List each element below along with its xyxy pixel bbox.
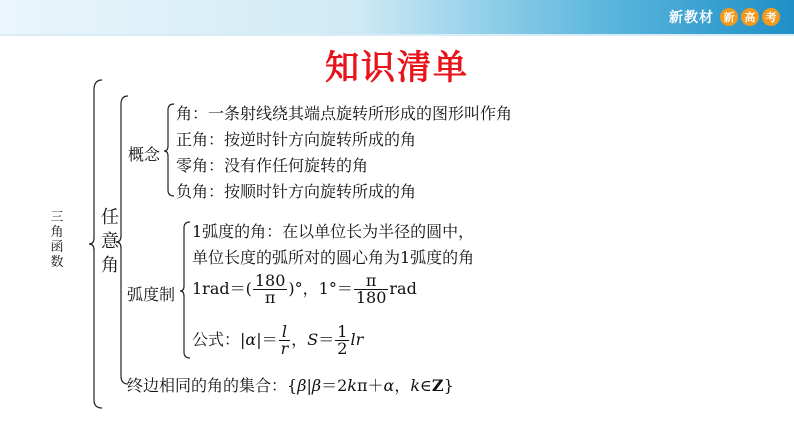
page-title: 知识清单	[325, 48, 469, 88]
any-angle-label	[99, 206, 121, 278]
conv-b-fraction	[354, 273, 389, 306]
conv-a-den: π	[264, 288, 276, 307]
brand-badge-2: 高	[741, 8, 759, 26]
formula-eq: ＝	[318, 330, 335, 349]
brand-badge-3: 考	[762, 8, 780, 26]
coterminal-k1: k	[347, 376, 357, 395]
coterminal-k2: k	[410, 376, 421, 395]
coterminal-alpha: α	[383, 376, 395, 395]
root-label-text: 三角函数	[50, 210, 64, 270]
coterminal-close: }	[443, 376, 454, 395]
radian-conversion	[192, 272, 417, 306]
concept-label: 概念	[128, 145, 161, 164]
conv-b-den: 180	[355, 288, 387, 307]
conv-b-tail: rad	[389, 279, 417, 298]
concept-item-positive: 正角：按逆时针方向旋转所成的角	[176, 130, 417, 149]
formula-l-over-r	[279, 324, 291, 357]
concept-brace	[164, 104, 174, 196]
coterminal-lead: 终边相同的角的集合：{	[127, 376, 298, 395]
formula-alpha: α	[245, 330, 257, 349]
formula-r: r	[280, 339, 289, 358]
conv-a-lead: 1rad＝(	[192, 279, 252, 298]
coterminal-set	[127, 373, 454, 396]
concept-item-negative: 负角：按顺时针方向旋转所成的角	[176, 182, 417, 201]
formula-half-num: 1	[337, 322, 348, 341]
coterminal-comma: ，	[394, 376, 411, 395]
conv-b-num: π	[354, 273, 389, 290]
brand-badge-1: 新	[720, 8, 738, 26]
formula-half	[335, 324, 349, 357]
any-angle-text: 任意角	[101, 207, 119, 276]
formula-lr: lr	[350, 330, 364, 349]
conv-a-tail: )°，	[288, 279, 319, 298]
formula-S: S	[307, 330, 319, 349]
coterminal-Z: Z	[431, 376, 444, 395]
radian-def-line1: 1弧度的角：在以单位长为半径的圆中，	[192, 222, 475, 241]
radian-brace	[180, 222, 190, 358]
radian-def-line2: 单位长度的弧所对的圆心角为1弧度的角	[192, 248, 475, 267]
concept-item-angle: 角：一条射线绕其端点旋转所形成的图形叫作角	[176, 104, 513, 123]
formula-mid: |＝	[256, 330, 278, 349]
concept-item-zero: 零角：没有作任何旋转的角	[176, 156, 369, 175]
coterminal-beta1: β	[297, 376, 307, 395]
coterminal-bar: |	[306, 376, 312, 395]
conv-b-lead: 1°＝	[318, 279, 353, 298]
coterminal-beta2: β	[311, 376, 322, 395]
formula-l: l	[279, 324, 291, 341]
radian-formula	[192, 323, 363, 357]
formula-sep: ，	[291, 330, 308, 349]
brand-text: 新教材	[669, 10, 714, 26]
radian-label: 弧度制	[127, 285, 176, 304]
coterminal-pi-plus: π＋	[356, 376, 384, 395]
formula-half-den: 2	[337, 339, 348, 358]
formula-lead: 公式：|	[192, 330, 246, 349]
coterminal-in: ∈	[420, 376, 432, 395]
conv-a-num: 180	[254, 271, 286, 290]
root-label	[50, 210, 64, 270]
conv-a-fraction	[253, 273, 288, 306]
coterminal-expr: ＝2	[321, 376, 348, 395]
